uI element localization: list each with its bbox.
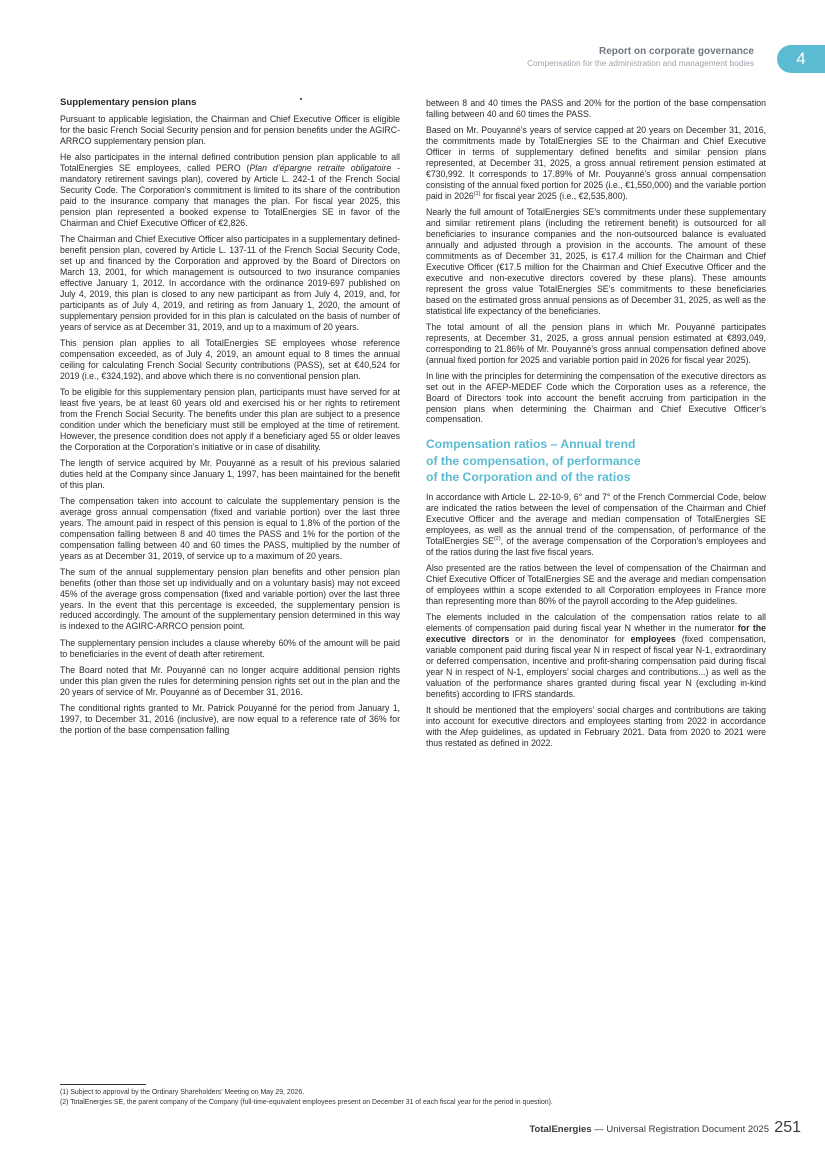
text-run: or in the denominator for (509, 633, 631, 644)
text-run-bold: for the executive directors (426, 622, 766, 644)
paragraph (426, 125, 766, 202)
paragraph: It should be mentioned that the employers’ social charges and contributions are taking into account for executive directors and employees starting from 2022 in accordance with the Afep guidelines, as updated in February 2021. Data from 2020 to 2021 were thus restated as defined in 2022. (426, 704, 766, 748)
right-column (426, 98, 766, 754)
footer-brand: TotalEnergies (529, 1124, 592, 1135)
left-column (60, 98, 400, 741)
footnote-ref-1[interactable]: (1) (473, 190, 481, 197)
text-run: , of the average compensation of the Corporation’s employees and of the ratios during the last five fiscal years. (426, 535, 767, 557)
footer-document-title (529, 1124, 769, 1135)
footnote-divider (60, 1084, 146, 1085)
paragraph (426, 492, 766, 558)
paragraph: The total amount of all the pension plans in which Mr. Pouyanné participates represents, at December 31, 2025, a gross annual pension estimated at €893,049, corresponding to 21.86% of Mr. Pouyanné’s gross annual compensation defined above (annual fixed portion for 2025 and variable portion paid in 2026 for fiscal year 2025). (426, 321, 766, 365)
paragraph: Nearly the full amount of TotalEnergies SE’s commitments under these supplementary and similar retirement plans (including the retirement benefit) is outsourced for all beneficiaries to insurance companies and the non-outsourced balance is evaluated annually and adjusted through a provision in the accounts. The amount of these commitments as of December 31, 2025, is €17.4 million for the Chairman and Chief Executive Officer (€17.5 million for the Chairman and Chief Executive Officer and the executive and non-executive directors covered by these plans). These amounts represent the gross value TotalEnergies SE’s commitments to these beneficiaries based on the estimated gross annual pensions as of December 31, 2025, as well as the statistical life expectancy of the beneficiaries. (426, 206, 766, 316)
paragraph: The Board noted that Mr. Pouyanné can no longer acquire additional pension rights under this plan given the rules for determining pension rights set out in the plan and the 20 years of service of Mr. Pouyanné as of December 31, 2016. (60, 664, 400, 697)
text-run: for fiscal year 2025 (i.e., €2,535,800). (480, 190, 628, 201)
paragraph: The length of service acquired by Mr. Pouyanné as a result of his previous salaried duties held at the Company since January 1, 1997, has been maintained for the benefit of this plan. (60, 457, 400, 490)
paragraph: Also presented are the ratios between the level of compensation of the Chairman and Chief Executive Officer of TotalEnergies SE and the average and median compensation of employees within a scope extended to all Corporation employees in France more than representing more than 80% of the payroll according to the Afep guidelines. (426, 562, 766, 606)
section-heading-compensation-ratios (426, 436, 766, 485)
footer-doc-name: — Universal Registration Document 2025 (591, 1124, 769, 1135)
heading-line: of the compensation, of performance (426, 453, 641, 468)
text-run-bold: employees (630, 633, 676, 644)
paragraph (426, 612, 766, 700)
report-header-subtitle: Compensation for the administration and management bodies (527, 58, 754, 68)
heading-line: Compensation ratios – Annual trend (426, 437, 636, 452)
report-header-title: Report on corporate governance (598, 46, 754, 57)
paragraph: The compensation taken into account to calculate the supplementary pension is the average gross annual compensation (fixed and variable portion) over the last three years. The amount paid in respect of this pension is equal to 1.8% of the portion of the compensation falling between 8 and 40 times the PASS and 1% for the portion of the compensation falling between 40 and 60 times the PASS, multiplied by the number of years as at December 31, 2019, of service up to a maximum of 20 years. (60, 495, 400, 561)
text-run: (fixed compensation, variable component paid during fiscal year N in respect of fiscal year N-1, extraordinary or deferred compensation, incentive and profit-sharing compensation paid during fiscal year N in respect of N-1, employers’ social charges and contributions...) as well as the valuation of the performance shares granted during fiscal year N (excluding in-kind benefits) according to IFRS standards. (426, 633, 766, 699)
paragraph: The conditional rights granted to Mr. Patrick Pouyanné for the period from January 1, 1997, to December 31, 2016 (inclusive), are now equal to a reference rate of 36% for the portion of the base compensation falling (60, 702, 400, 735)
paragraph: Pursuant to applicable legislation, the Chairman and Chief Executive Officer is eligible for the basic French Social Security pension and for pension benefits under the AGIRC-ARRCO supplementary pension plan. (60, 114, 400, 147)
paragraph: The sum of the annual supplementary pension plan benefits and other pension plan benefits (other than those set up individually and on a voluntary basis) may not exceed 45% of the average gross compensation (fixed and variable portion) over the last three years. In the event that this percentage is exceeded, the supplementary pension is reduced accordingly. The amount of the supplementary pension determined in this way is indexed to the AGIRC-ARRCO pension point. (60, 566, 400, 632)
paragraph: In line with the principles for determining the compensation of the executive directors as set out in the AFEP-MEDEF Code which the Corporation uses as a reference, the Board of Directors took into account the benefit accruing from participation in the pension plans when determining the Chairman and Chief Executive Officer’s compensation. (426, 370, 766, 425)
heading-line: of the Corporation and of the ratios (426, 469, 631, 484)
chapter-number: 4 (796, 49, 806, 68)
text-run: - mandatory retirement savings plan), covered by Article L. 242-1 of the French Social Security Code. The Corporation’s commitment is limited to its share of the contribution paid to the insurance company that manages the plan. For fiscal year 2025, this pension plan represented a booked expense to TotalEnergies SE in favor of the Chairman and Chief Executive Officer of €2,826. (60, 163, 400, 228)
section-heading-supplementary-pension: Supplementary pension plans (60, 97, 197, 108)
text-run: He also participates in the internal defined contribution pension plan applicable to all TotalEnergies SE employees, called PERO ( (60, 152, 400, 174)
paragraph: The supplementary pension includes a clause whereby 60% of the amount will be paid to beneficiaries in the event of death after retirement. (60, 637, 400, 659)
footnote-2: (2) TotalEnergies SE, the parent company of the Company (full-time-equivalent employees present on December 31 of each fiscal year for the period in question). (60, 1099, 553, 1106)
paragraph: The Chairman and Chief Executive Officer also participates in a supplementary defined-benefit pension plan, covered by Article L. 137-11 of the French Social Security Code, set up and financed by the Corporation and approved by the Board of Directors on March 13, 2001, for which management is outsourced to two insurance companies effective January 1, 2012. In accordance with the ordinance 2019-697 published on July 4, 2019, this plan is closed to any new participant as from July 4, 2019, and, for participants as of July 4, 2019, and retiring as from January 1, 2020, the amount of supplementary pension provided for in this plan is calculated on the basis of number of years of service as at December 31, 2019, and up to a maximum of 20 years. (60, 234, 400, 332)
paragraph: This pension plan applies to all TotalEnergies SE employees whose reference compensation exceeded, as of July 4, 2019, an amount equal to 8 times the annual ceiling for calculating French Social Security contributions (PASS), set at €40,524 for 2019 (i.e., €324,192), and above which there is no conventional pension plan. (60, 337, 400, 381)
paragraph: To be eligible for this supplementary pension plan, participants must have served for at least five years, be at least 60 years old and exercised his or her rights to retirement from the French Social Security. The benefits under this plan are subject to a presence condition under which the beneficiary must still be employed at the time of retirement. However, the presence condition does not apply if a beneficiary aged 55 or older leaves the Corporation at the Corporation’s initiative or in case of disability. (60, 386, 400, 452)
footnote-1: (1) Subject to approval by the Ordinary Shareholders’ Meeting on May 29, 2026. (60, 1089, 305, 1096)
footnote-ref-2[interactable]: (2) (493, 535, 501, 542)
page-number: 251 (774, 1119, 801, 1136)
text-run: In accordance with Article L. 22-10-9, 6° and 7° of the French Commercial Code, below are indicated the ratios between the level of compensation of the Chairman and Chief Executive Officer and the average and median compensation of TotalEnergies SE employees, as well as the annual trend of the compensation, of performance of the TotalEnergies SE (426, 492, 766, 546)
text-run: The elements included in the calculation of the compensation ratios relate to all elements of compensation paid during fiscal year N whether in the numerator (426, 611, 766, 633)
text-run-italic: Plan d’épargne retraite obligatoire (249, 163, 392, 174)
paragraph: between 8 and 40 times the PASS and 20% for the portion of the base compensation falling between 40 and 60 times the PASS. (426, 98, 766, 119)
text-run: Based on Mr. Pouyanné’s years of service capped at 20 years on December 31, 2016, the commitments made by TotalEnergies SE to the Chairman and Chief Executive Officer in terms of supplementary defined benefits and similar pension plans represented, at December 31, 2025, a gross annual retirement pension estimated at €730,992. It corresponds to 17.89% of Mr. Pouyanné’s gross annual compensation consisting of the annual fixed portion for 2025 (i.e., €1,550,000) and the variable portion paid in 2026 (426, 125, 766, 201)
chapter-tab[interactable] (777, 45, 825, 73)
paragraph (60, 152, 400, 229)
